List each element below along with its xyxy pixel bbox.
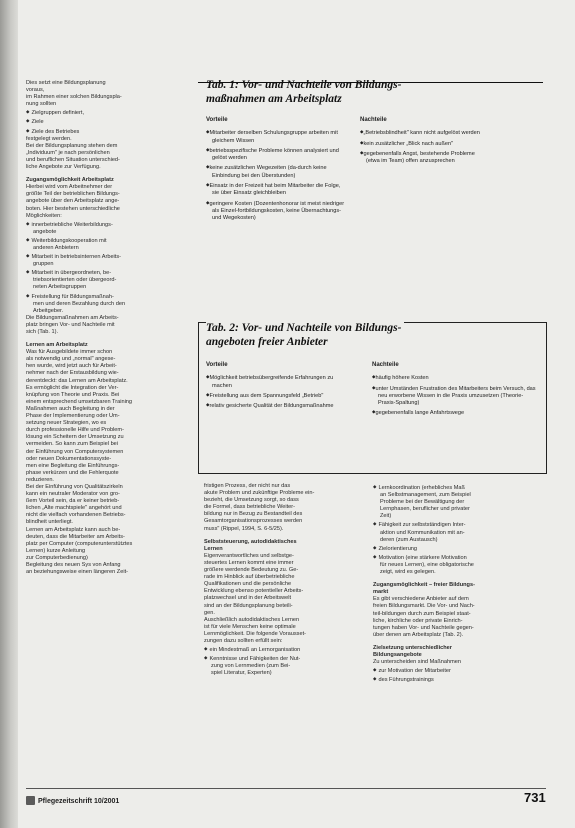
text-line: ◆ Fähigkeit zur selbstständigen Inter- <box>373 520 538 529</box>
tab1-title-line2: maßnahmen am Arbeitsplatz <box>206 93 342 105</box>
tab2-disadvantages-header: Nachteile <box>372 362 399 368</box>
text-line: rade im Hinblick auf überbetriebliche <box>204 574 295 581</box>
text-line: der Einführung von Computersystemen <box>26 448 124 455</box>
text-line: ◆ Mitarbeit in übergeordneten, be- <box>26 268 184 277</box>
text-line: zungen dazu sollten erfüllt sein: <box>204 637 283 644</box>
text-line: Lernphasen, beruflicher und privater <box>380 506 470 513</box>
page-binding-shadow <box>0 0 18 828</box>
text-line: Es ermöglicht die Integration der Ver- <box>26 384 119 391</box>
text-line: ◆ innerbetriebliche Weiterbildungs- <box>26 220 184 229</box>
text-line: ◆ Motivation (eine stärkere Motivation <box>373 553 538 562</box>
page-number: 731 <box>524 790 546 805</box>
table-item: ◆ betriebsspezifische Probleme können analysiert und gelöst werden <box>206 146 348 163</box>
text-line: größte Teil der betrieblichen Bildungs- <box>26 191 120 198</box>
text-line: für neues Lernen), eine obligatorische <box>380 561 474 568</box>
table-item: ◆ unter Umständen Frustration des Mitarbeiters beim Versuch, das neu erworbene Wissen in die Praxis umzusetzen (Theorie-Praxis-Spaltung) <box>372 384 540 408</box>
footer-rule <box>26 788 546 789</box>
journal-logo-icon <box>26 796 35 805</box>
text-line: lösung ein Scheitern der Umsetzung zu <box>26 434 124 441</box>
text-line: Zugangsmöglichkeit – freier Bildungs- <box>373 582 475 589</box>
text-line: ist für viele Menschen keine optimale <box>204 623 296 630</box>
text-line: nicht die vielfach vorhandenen Betriebs- <box>26 512 126 519</box>
text-line: setzung neuer Strategien, wo es <box>26 420 107 427</box>
text-line: angebote über den Arbeitsplatz ange- <box>26 198 120 205</box>
text-line: deren (zum Austausch) <box>380 536 438 543</box>
text-line: Gesamtorganisationsprozesses werden <box>204 518 303 525</box>
text-line: Maßnahmen auch Begleitung in der <box>26 405 115 412</box>
text-line: Was für Ausgebildete immer schon <box>26 349 113 356</box>
text-line: kann ein neutraler Moderator von gro- <box>26 491 120 498</box>
text-line: Lernen am Arbeitsplatz kann auch be- <box>26 526 121 533</box>
tab1-disadvantages <box>360 117 490 166</box>
text-line: Qualifikationen und die persönliche <box>204 581 292 588</box>
text-line: angebote <box>33 228 57 235</box>
text-line: Lernen <box>204 545 223 552</box>
text-line: Eigenverantwortliches und selbstge- <box>204 552 294 559</box>
text-line: muss" (Rippel, 1994, S. 6-5/25). <box>204 525 284 532</box>
text-line: Lernmöglichkeit. Die folgende Vorausset- <box>204 630 306 637</box>
table-item: ◆ häufig höhere Kosten <box>372 373 540 382</box>
text-line: Zu unterscheiden sind Maßnahmen <box>373 659 461 666</box>
text-line: ◆ zur Motivation der Mitarbeiter <box>373 666 538 675</box>
text-line: liche Angebote zur Verfügung. <box>26 164 101 171</box>
text-line: ßem Vorteil sein, da er keiner betrieb- <box>26 498 120 505</box>
table-item: ◆ Möglichkeit betriebsübergreifende Erfahrungen zu machen <box>206 373 354 390</box>
text-line: ◆ Ziele <box>26 117 184 126</box>
text-line: Zugangsmöglichkeit Arbeitsplatz <box>26 177 114 184</box>
text-line: Begleitung des neuen Sys von Anfang <box>26 562 121 568</box>
text-line: ◆ Freistellung für Bildungsmaßnah- <box>26 292 184 301</box>
text-line: nehmer nach der Erstausbildung wie- <box>26 370 119 377</box>
text-line: ◆ Ziele des Betriebes <box>26 127 184 136</box>
text-line: ◆ Kenntnisse und Fähigkeiten der Nut- <box>204 654 364 663</box>
text-line: einem entsprechend umsetzbaren Training <box>26 398 133 405</box>
text-line: hen wurde, wird jetzt auch für Arbeit- <box>26 363 117 370</box>
text-column-right <box>373 483 538 684</box>
text-line: Bei der Einführung von Qualitätszirkeln <box>26 483 123 490</box>
table-item: ◆ geringere Kosten (Dozentenhonorar ist meist niedriger als Einzel-fortbildungskosten, keine Übernachtungs- und Wegekosten) <box>206 199 348 223</box>
text-line: an Selbstmanagement, zum Beispiel <box>380 492 471 499</box>
table-item: ◆ kein zusätzlicher „Blick nach außen" <box>360 139 490 148</box>
tab1-advantages <box>206 117 348 224</box>
text-line: steuertes Lernen kommt eine immer <box>204 559 294 566</box>
text-line: aktion und Kommunikation mit an- <box>380 529 465 536</box>
text-line: „Individuum" je nach persönlichen <box>26 149 110 156</box>
text-line: sich (Tab. 1). <box>26 329 59 335</box>
text-line: an beziehungsweise einen längeren Zeit- <box>26 569 128 576</box>
text-line: Zielsetzung unterschiedlicher <box>373 644 452 651</box>
text-line: triebsorientierten oder übergeord- <box>33 277 117 284</box>
text-line: als notwendig und „normal" angese- <box>26 356 116 363</box>
table-item: ◆ keine zusätzlichen Wegezeiten (da-durch keine Einbindung bei den Überstunden) <box>206 163 348 180</box>
text-line: phase verkürzen und die Fehlerquote <box>26 469 119 476</box>
text-line: gruppen <box>33 261 54 268</box>
text-line: fristigen Prozess, der nicht nur das <box>204 483 291 489</box>
text-line: Es gibt verschiedene Anbieter auf dem <box>373 596 469 603</box>
tab2-title-line1: Tab. 2: Vor- und Nachteile von Bildungs- <box>206 322 404 335</box>
text-line: deuten, dass die Mitarbeiter am Arbeits- <box>26 533 125 540</box>
text-line: anderen Anbietern <box>33 244 79 251</box>
text-line: Dies setzt eine Bildungsplanung <box>26 80 106 86</box>
text-line: Lernen) kurze Anleitung <box>26 547 86 554</box>
tab2-disadvantages <box>372 362 540 419</box>
text-line: zung von Lernmedien (zum Bei- <box>211 663 291 670</box>
text-line: tungen haben Vor- und Nachteile gegen- <box>373 624 474 631</box>
text-line: Entwicklung ebenso potentieller Arbeits- <box>204 588 304 595</box>
text-line: Zeit) <box>380 513 392 520</box>
text-line: Selbststeuerung, autodidaktisches <box>204 538 297 545</box>
journal-name: Pflegezeitschrift 10/2001 <box>38 798 120 805</box>
text-line: größere werdende Bedeutung zu. Ge- <box>204 567 299 574</box>
text-column-left <box>26 80 184 576</box>
text-line: die Formel, dass betriebliche Weiter- <box>204 504 295 511</box>
text-line: Auschließlich autodidaktisches Lernen <box>204 616 300 623</box>
tab2-advantages <box>206 362 354 411</box>
table-item: ◆ relativ gesicherte Qualität der Bildungsmaßnahme <box>206 401 354 410</box>
text-line: ◆ Weiterbildungskooperation mit <box>26 236 184 245</box>
table-item: ◆ gegebenenfalls lange Anfahrtswege <box>372 408 540 417</box>
table-item: ◆ Einsatz in der Freizeit hat beim Mitarbeiter die Folge, sie über Einsatz gleichbleiben <box>206 181 348 198</box>
text-line: Arbeitgeber. <box>33 307 64 314</box>
journal-footer <box>26 796 119 805</box>
text-line: akute Problem und zukünftige Probleme ein- <box>204 490 315 497</box>
text-line: Bei der Bildungsplanung stehen dem <box>26 142 118 149</box>
tab1-advantages-header: Vorteile <box>206 117 228 123</box>
text-line: markt <box>373 589 389 596</box>
text-line: Hierbei wird vom Arbeitnehmer der <box>26 184 113 191</box>
text-line: nung sollten <box>26 101 57 108</box>
table-item: ◆ gegebenenfalls Angst, bestehende Probleme (etwa im Team) offen anzusprechen <box>360 149 490 166</box>
text-line: Phase der Implementierung oder Um- <box>26 413 120 420</box>
text-line: spiel Literatur, Experten) <box>211 670 272 677</box>
text-line: voraus, <box>26 87 45 94</box>
text-line: Möglichkeiten: <box>26 212 62 219</box>
text-line: sind an der Bildungsplanung beteili- <box>204 602 293 609</box>
text-line: ◆ Mitarbeit in betriebsinternen Arbeits- <box>26 252 184 261</box>
text-line: freien Bildungsmarkt. Die Vor- und Nach- <box>373 603 475 610</box>
text-line: vermeiden. So kann zum Beispiel bei <box>26 441 119 448</box>
tab1-disadvantages-header: Nachteile <box>360 117 387 123</box>
text-line: ◆ Zielgruppen definiert, <box>26 108 184 117</box>
text-line: ◆ des Führungstrainings <box>373 675 538 684</box>
text-line: Lernen am Arbeitsplatz <box>26 342 88 349</box>
text-line: im Rahmen einer solchen Bildungspla- <box>26 94 122 101</box>
text-line: zeigt, wird es gelegen. <box>380 569 436 576</box>
text-line: reduzieren. <box>26 476 54 483</box>
text-line: ◆ Lernkoordination (erhebliches Maß <box>373 483 538 492</box>
text-line: neten Arbeitsgruppen <box>33 284 87 291</box>
text-line: bildung nur in Bezug zu Bestandteil des <box>204 511 303 518</box>
text-line: über denen am Arbeitsplatz (Tab. 2). <box>373 631 464 638</box>
text-line: oder neuen Dokumentationssyste- <box>26 455 112 462</box>
text-line: ◆ Zielorientierung <box>373 544 538 553</box>
text-line: blindheit unterliegt. <box>26 519 73 526</box>
table-item: ◆ Freistellung aus dem Spannungsfeld „Betrieb" <box>206 391 354 400</box>
text-line: Die Bildungsmaßnahmen am Arbeits- <box>26 314 119 321</box>
text-line: platzwechsel und in der Arbeitswelt <box>204 595 292 602</box>
text-line: durch professionelle Hilfe und Problem- <box>26 427 124 434</box>
text-line: men und deren Bezahlung durch den <box>33 300 126 307</box>
text-line: teil-bildungen durch zum Beispiel staat- <box>373 610 471 617</box>
text-line: liche, kirchliche oder private Einrich- <box>373 617 463 624</box>
text-line: platz per Computer (computerunterstütztes <box>26 540 133 547</box>
text-line: ◆ ein Mindestmaß an Lernorganisation <box>204 645 364 654</box>
text-line: Probleme bei der Bewältigung der <box>380 499 465 506</box>
tab1-title-line1: Tab. 1: Vor- und Nachteile von Bildungs- <box>206 79 402 91</box>
text-line: Bildungsangebote <box>373 651 422 658</box>
table-item: ◆ Mitarbeiter derselben Schulungsgruppe arbeiten mit gleichem Wissen <box>206 128 348 145</box>
text-line: knüpfung von Theorie und Praxis. Bei <box>26 391 120 398</box>
text-line: boten. Hier bestehen unterschiedliche <box>26 205 120 212</box>
text-line: platz bringen Vor- und Nachteile mit <box>26 321 115 328</box>
text-line: zur Computerbedienung) <box>26 554 88 561</box>
text-line: festgelegt werden. <box>26 135 72 142</box>
tab2-title-line2: angeboten freier Anbieter <box>206 336 328 348</box>
tab2-advantages-header: Vorteile <box>206 362 228 368</box>
table-item: ◆ „Betriebsblindheit" kann nicht aufgelöst werden <box>360 128 490 137</box>
text-line: und beruflichen Situation unterschied- <box>26 156 120 163</box>
text-column-middle <box>204 483 364 677</box>
text-line: bezieht, die Umsetzung sorgt, so dass <box>204 497 299 504</box>
text-line: men eine Begleitung die Einführungs- <box>26 462 120 469</box>
text-line: derentdeckt: das Lernen am Arbeitsplatz. <box>26 377 128 384</box>
text-line: gen. <box>204 609 215 616</box>
text-line: lichen „Alte machtspiele" angehört und <box>26 505 122 512</box>
